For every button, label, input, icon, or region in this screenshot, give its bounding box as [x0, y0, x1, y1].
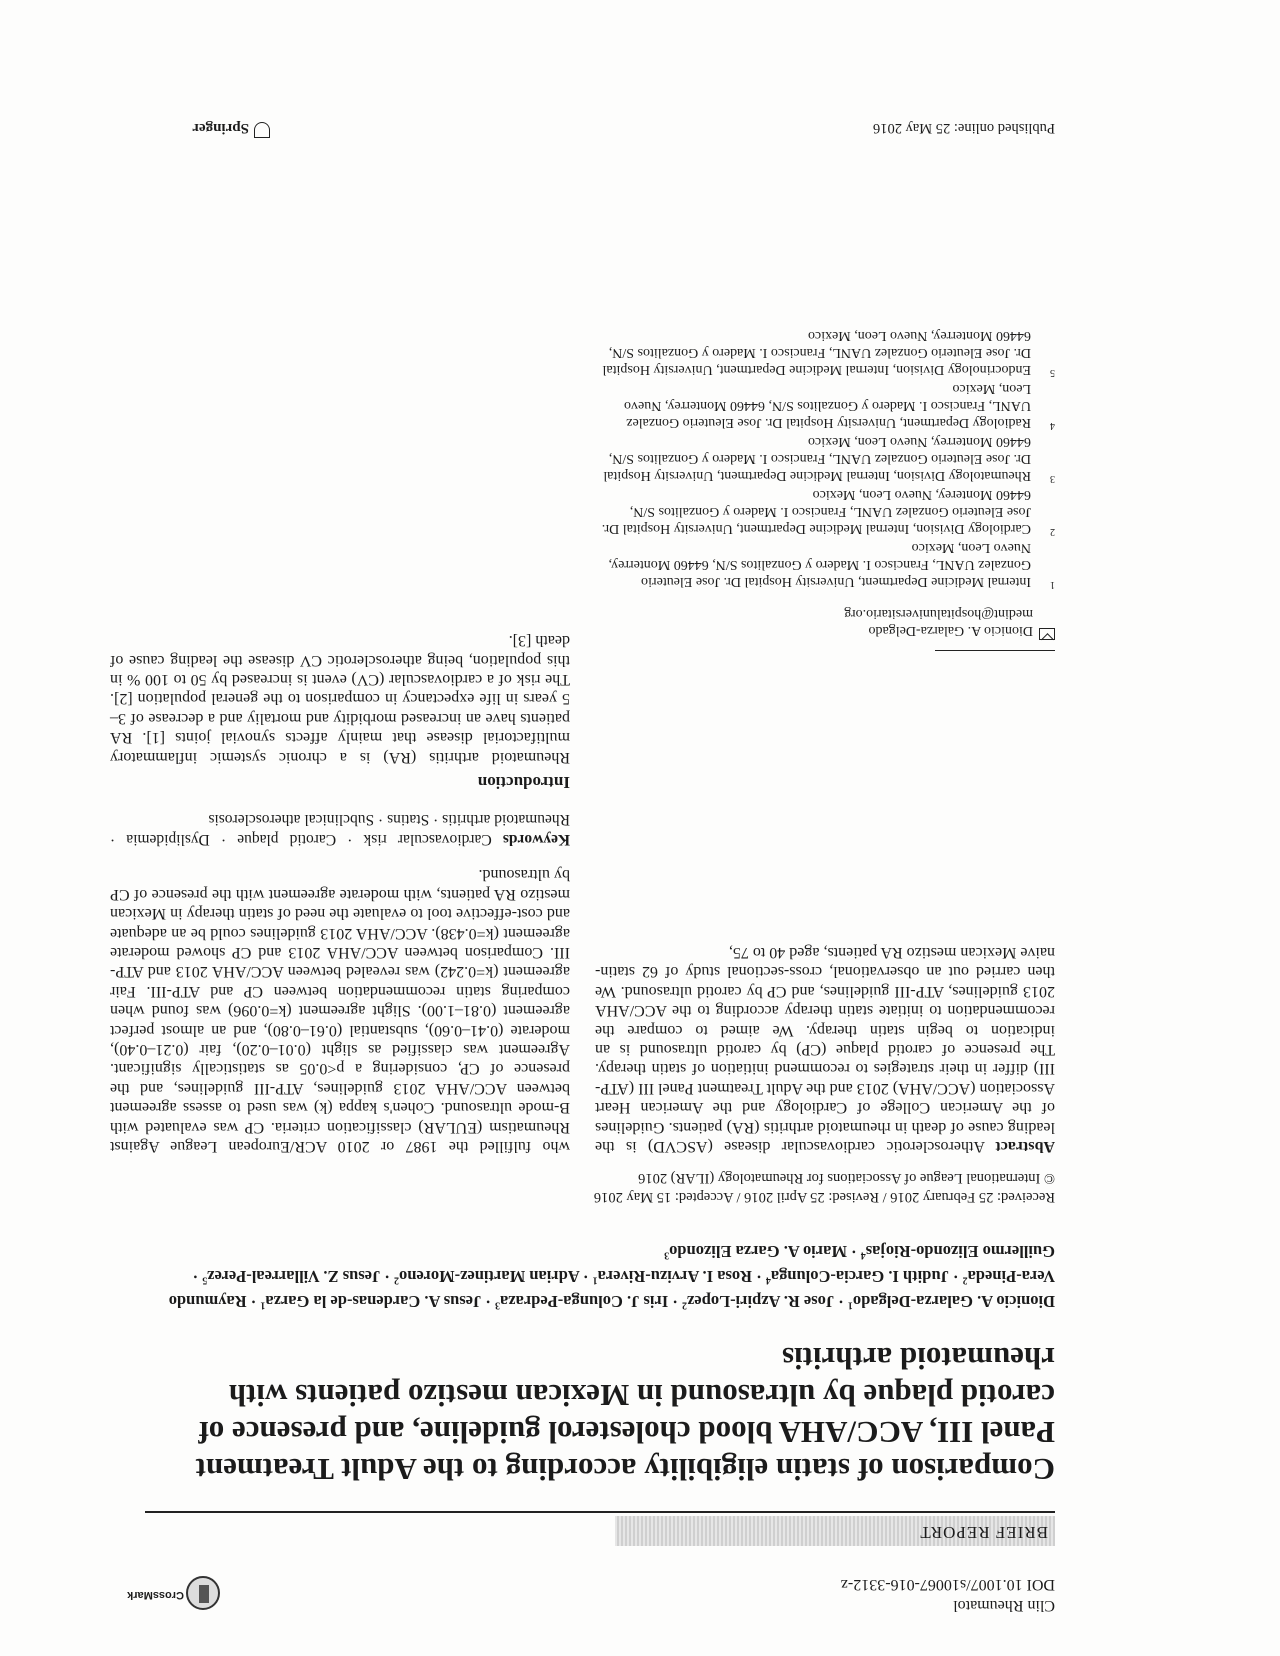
doi[interactable]: DOI 10.1007/s10067-016-3312-z: [840, 1576, 1055, 1593]
abstract-label: Abstract: [995, 1138, 1055, 1155]
article-dates: [495, 1168, 1055, 1206]
envelope-icon: [1039, 628, 1055, 640]
journal-name: Clin Rheumatol: [953, 1597, 1055, 1614]
copyright-line: © International League of Associations for Rheumatology (ILAR) 2016: [638, 1170, 1055, 1186]
author: Dionicio A. Galarza-Delgado$^1$: [847, 1292, 1055, 1312]
crossmark-badge[interactable]: [127, 1576, 220, 1610]
footnote-rule: [935, 650, 1055, 651]
keywords-text: Cardiovascular risk · Carotid plaque · Dyslipidemia · Rheumatoid arthritis · Statins · Subclinical atherosclerosis: [109, 811, 570, 848]
section-label: BRIEF REPORT: [919, 1523, 1048, 1542]
author: Iris J. Colunga-Pedraza$^3$: [495, 1292, 669, 1312]
affiliation-item: 1 Internal Medicine Department, University Hospital Dr. Jose Eleuterio Gonzalez UANL, Francisco I. Madero y Gonzalitos S/N, 64460 Monterrey, Nuevo Leon, Mexico: [608, 540, 1055, 590]
publisher-logo: [192, 119, 270, 138]
crossmark-label: CrossMark: [127, 1589, 184, 1601]
author-list: Dionicio A. Galarza-Delgado$^1$ · Jose R. Azpiri-Lopez$^2$ · Iris J. Colunga-Pedraza$^3$ · Jesus A. Cardenas-de la Garza$^1$ · Raymundo Vera-Pineda$^2$ · Judith I. Garcia-Colunga$^4$ · Rosa I. Arvizu-Rivera$^1$ · Adrian Martinez-Moreno$^2$ · Jesus Z. Villarreal-Perez$^5$ · Guillermo Elizondo-Riojas$^4$ · Mario A. Garza Elizondo$^3$: [168, 1242, 1055, 1312]
affiliation-item: 3 Rheumatology Division, Internal Medicine Department, University Hospital Dr. Jose Eleuterio Gonzalez UANL, Francisco I. Madero y Gonzalitos S/N, 64460 Monterrey, Nuevo Leon, Mexico: [603, 434, 1055, 484]
affiliation-item: 4 Radiology Department, University Hospital Dr. Jose Eleuterio Gonzalez UANL, Francisco I. Madero y Gonzalitos S/N, 64460 Monterrey, Nuevo Leon, Mexico: [624, 381, 1055, 431]
publisher-name: Springer: [192, 120, 249, 136]
springer-horse-icon: [254, 122, 270, 138]
author: Jesus A. Cardenas-de la Garza$^1$: [260, 1292, 482, 1312]
right-column: [110, 631, 570, 1156]
author: Guillermo Elizondo-Riojas$^4$: [860, 1242, 1055, 1262]
author: Rosa I. Arvizu-Rivera$^1$: [592, 1267, 753, 1287]
contact-name: Dionicio A. Galarza-Delgado: [868, 623, 1033, 638]
author: Raymundo Vera-Pineda$^2$: [168, 1267, 1055, 1312]
author: Mario A. Garza Elizondo$^3$: [664, 1242, 847, 1262]
left-column: [595, 943, 1055, 1156]
author: Judith I. Garcia-Colunga$^4$: [765, 1267, 949, 1287]
abstract-right: who fulfilled the 1987 or 2010 ACR/European League Against Rheumatism (EULAR) classification criteria. CP was evaluated with B-mode ultrasound. Cohen's kappa (k) was used to assess agreement between ACC/AHA 2013 guidelines, ATP-III guidelines, and the presence of CP, considering a p<0.05 as statistically significant. Agreement was classified as slight (0.01–0.20), fair (0.21–0.40), moderate (0.41–0.60), substantial (0.61–0.80), and an almost perfect agreement (0.81–1.00). Slight agreement (k=0.096) was found when comparing statin recommendation between CP and ATP-III. Fair agreement (k=0.242) was revealed between ACC/AHA 2013 and ATP-III. Comparison between ACC/AHA 2013 and CP showed moderate agreement (k=0.438). ACC/AHA 2013 guidelines could be an adequate and cost-effective tool to evaluate the need of statin therapy in Mexican mestizo RA patients, with moderate agreement with the presence of CP by ultrasound.: [110, 866, 570, 1155]
affiliation-item: 5 Endocrinology Division, Internal Medicine Department, University Hospital Dr. Jose Eleuterio Gonzalez UANL, Francisco I. Madero y Gonzalitos S/N, 64460 Monterrey, Nuevo Leon, Mexico: [602, 328, 1055, 378]
introduction-heading: Introduction: [477, 773, 570, 793]
introduction-text: Rheumatoid arthritis (RA) is a chronic systemic inflammatory multifactorial disease that mainly affects synovial joints [1]. RA patients have an increased morbidity and mortaliy and a decrease of 3–5 years in life expectancy in comparison to the general population [2]. The risk of a cardiovascular (CV) event is increased by 50 to 100 % in this population, being atherosclerotic CV disease the leading cause of death [3].: [110, 632, 570, 766]
abstract-left: [595, 943, 1055, 1156]
published-date: Published online: 25 May 2016: [872, 120, 1055, 136]
keywords-block: [110, 810, 570, 849]
affiliation-list: [595, 325, 1055, 590]
abstract-text-left: Atherosclerotic cardiovascular disease (ASCVD) is the leading cause of death in rheumatoid arthritis (RA) patients. Guidelines of the American College of Cardiology and the American Heart Association (ACC/AHA) 2013 and the Adult Treatment Panel III (ATP-III) differ in their strategies to recommend initiation of statin therapy. The presence of carotid plaque (CP) by carotid ultrasound is an indication to begin statin therapy. We aimed to compare the recommendation to initiate statin therapy according to the ACC/AHA 2013 guidelines, ATP-III guidelines, and CP by carotid ultrasound. We then carried out an observational, cross-sectional study of 62 statin-naive Mexican mestizo RA patients, aged 40 to 75,: [595, 943, 1055, 1155]
affiliation-item: 2 Cardiology Division, Internal Medicine Department, University Hospital Dr. Jose Eleuterio Gonzalez UANL, Francisco I. Madero y Gonzalitos S/N, 64460 Monterey, Nuevo Leon, Mexico: [601, 487, 1055, 537]
received-dates: Received: 25 February 2016 / Revised: 25 April 2016 / Accepted: 15 May 2016: [593, 1189, 1055, 1205]
contact-email[interactable]: medint@hospitaluniversitario.org: [844, 606, 1033, 621]
author: Adrian Martinez-Moreno$^2$: [394, 1267, 580, 1287]
corresponding-author: [595, 605, 1055, 640]
article-title: Comparison of statin eligibility according to the Adult Treatment Panel III, ACC/AHA blood cholesterol guideline, and presence of carotid plaque by ultrasound in Mexican mestizo patients with rheumatoid arthritis: [195, 1341, 1055, 1487]
keywords-label: Keywords: [502, 830, 570, 848]
header-rule: [145, 1511, 1055, 1513]
crossmark-icon: [186, 1576, 220, 1610]
author: Jesus Z. Villarreal-Perez$^5$: [202, 1267, 381, 1287]
author: Jose R. Azpiri-Lopez$^2$: [682, 1292, 835, 1312]
